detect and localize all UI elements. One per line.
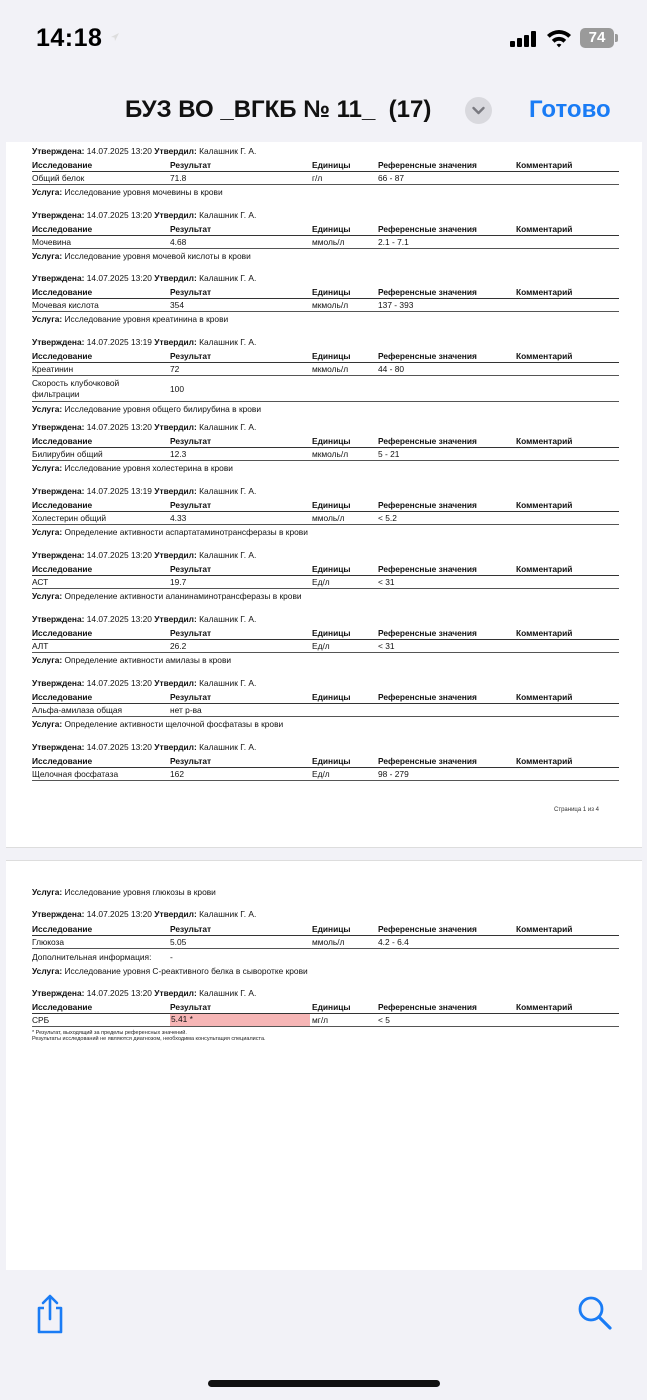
done-button[interactable]: Готово <box>529 96 611 123</box>
wifi-icon <box>546 28 572 48</box>
table-row: Холестерин общий 4.33 ммоль/л < 5.2 <box>32 513 619 525</box>
footnote: Результаты исследований не являются диагнозом, необходима консультация специалиста. <box>32 1036 266 1042</box>
status-bar <box>0 0 647 80</box>
approval-line: Утверждена: 14.07.2025 13:20 Утвердил: Калашник Г. А. <box>32 742 257 752</box>
out-of-range-result: 5.41 * <box>170 1014 310 1026</box>
table-header: Исследование Результат Единицы Референсные значения Комментарий <box>32 628 619 640</box>
table-row-extra: Дополнительная информация: - <box>32 952 173 962</box>
service-line: Услуга: Определение активности аспартатаминотрансферазы в крови <box>32 527 308 537</box>
table-row: СРБ 5.41 * мг/л < 5 <box>32 1015 619 1027</box>
approval-line: Утверждена: 14.07.2025 13:20 Утвердил: Калашник Г. А. <box>32 210 257 220</box>
table-header: Исследование Результат Единицы Референсные значения Комментарий <box>32 500 619 512</box>
table-header: Исследование Результат Единицы Референсные значения Комментарий <box>32 351 619 363</box>
battery-tip <box>615 34 618 42</box>
navigation-bar <box>0 82 647 142</box>
share-icon[interactable] <box>30 1292 70 1336</box>
table-row: Общий белок 71.8 г/л 66 - 87 <box>32 173 619 185</box>
document-page-1 <box>6 142 642 848</box>
table-row: АЛТ 26.2 Ед/л < 31 <box>32 641 619 653</box>
service-line: Услуга: Исследование уровня холестерина в крови <box>32 463 233 473</box>
search-icon[interactable] <box>576 1294 614 1332</box>
service-line: Услуга: Исследование уровня общего билирубина в крови <box>32 404 262 414</box>
table-row: Мочевина 4.68 ммоль/л 2.1 - 7.1 <box>32 237 619 249</box>
approval-line: Утверждена: 14.07.2025 13:19 Утвердил: Калашник Г. А. <box>32 337 257 347</box>
footnote: * Результат, выходящий за пределы референсных значений. <box>32 1030 187 1036</box>
service-line: Услуга: Исследование уровня глюкозы в крови <box>32 887 216 897</box>
approval-line: Утверждена: 14.07.2025 13:19 Утвердил: Калашник Г. А. <box>32 486 257 496</box>
battery-icon <box>580 28 614 48</box>
cellular-signal-icon <box>510 31 538 47</box>
table-row: Мочевая кислота 354 мкмоль/л 137 - 393 <box>32 300 619 312</box>
status-time: 14:18 <box>36 24 103 52</box>
table-row: Щелочная фосфатаза 162 Ед/л 98 - 279 <box>32 769 619 781</box>
service-line: Услуга: Исследование уровня мочевой кислоты в крови <box>32 251 251 261</box>
battery-level: 74 <box>588 29 606 46</box>
table-header: Исследование Результат Единицы Референсные значения Комментарий <box>32 692 619 704</box>
home-indicator <box>208 1380 440 1387</box>
service-line: Услуга: Исследование уровня мочевины в крови <box>32 187 223 197</box>
table-row: Альфа-амилаза общая нет р-ва <box>32 705 619 717</box>
table-header: Исследование Результат Единицы Референсные значения Комментарий <box>32 924 619 936</box>
document-page-2 <box>6 860 642 1270</box>
table-row: Глюкоза 5.05 ммоль/л 4.2 - 6.4 <box>32 937 619 949</box>
bottom-toolbar <box>0 1270 647 1400</box>
table-header: Исследование Результат Единицы Референсные значения Комментарий <box>32 564 619 576</box>
table-header: Исследование Результат Единицы Референсные значения Комментарий <box>32 1002 619 1014</box>
approval-line: Утверждена: 14.07.2025 13:20 Утвердил: Калашник Г. А. <box>32 678 257 688</box>
service-line: Услуга: Определение активности щелочной фосфатазы в крови <box>32 719 284 729</box>
approval-line: Утверждена: 14.07.2025 13:20 Утвердил: Калашник Г. А. <box>32 988 257 998</box>
location-arrow-icon <box>110 32 120 42</box>
approval-line: Утверждена: 14.07.2025 13:20 Утвердил: Калашник Г. А. <box>32 614 257 624</box>
approval-line: Утверждена: 14.07.2025 13:20 Утвердил: Калашник Г. А. <box>32 273 257 283</box>
table-row: Скорость клубочковой фильтрации 100 <box>32 378 619 402</box>
table-header: Исследование Результат Единицы Референсные значения Комментарий <box>32 160 619 172</box>
service-line: Услуга: Определение активности амилазы в крови <box>32 655 232 665</box>
page-number: Страница 1 из 4 <box>554 807 599 813</box>
approval-line: Утверждена: 14.07.2025 13:20 Утвердил: Калашник Г. А. <box>32 909 257 919</box>
chevron-down-icon[interactable] <box>465 97 492 124</box>
table-header: Исследование Результат Единицы Референсные значения Комментарий <box>32 287 619 299</box>
table-row: Билирубин общий 12.3 мкмоль/л 5 - 21 <box>32 449 619 461</box>
document-title[interactable]: БУЗ ВО _ВГКБ № 11_ (17) <box>125 96 432 123</box>
service-line: Услуга: Исследование уровня С-реактивного белка в сыворотке крови <box>32 966 308 976</box>
table-row: Креатинин 72 мкмоль/л 44 - 80 <box>32 364 619 376</box>
table-header: Исследование Результат Единицы Референсные значения Комментарий <box>32 436 619 448</box>
service-line: Услуга: Определение активности аланинаминотрансферазы в крови <box>32 591 302 601</box>
approval-line: Утверждена: 14.07.2025 13:20 Утвердил: Калашник Г. А. <box>32 146 257 156</box>
table-header: Исследование Результат Единицы Референсные значения Комментарий <box>32 224 619 236</box>
approval-line: Утверждена: 14.07.2025 13:20 Утвердил: Калашник Г. А. <box>32 422 257 432</box>
table-row: АСТ 19.7 Ед/л < 31 <box>32 577 619 589</box>
approval-line: Утверждена: 14.07.2025 13:20 Утвердил: Калашник Г. А. <box>32 550 257 560</box>
service-line: Услуга: Исследование уровня креатинина в крови <box>32 314 229 324</box>
table-header: Исследование Результат Единицы Референсные значения Комментарий <box>32 756 619 768</box>
